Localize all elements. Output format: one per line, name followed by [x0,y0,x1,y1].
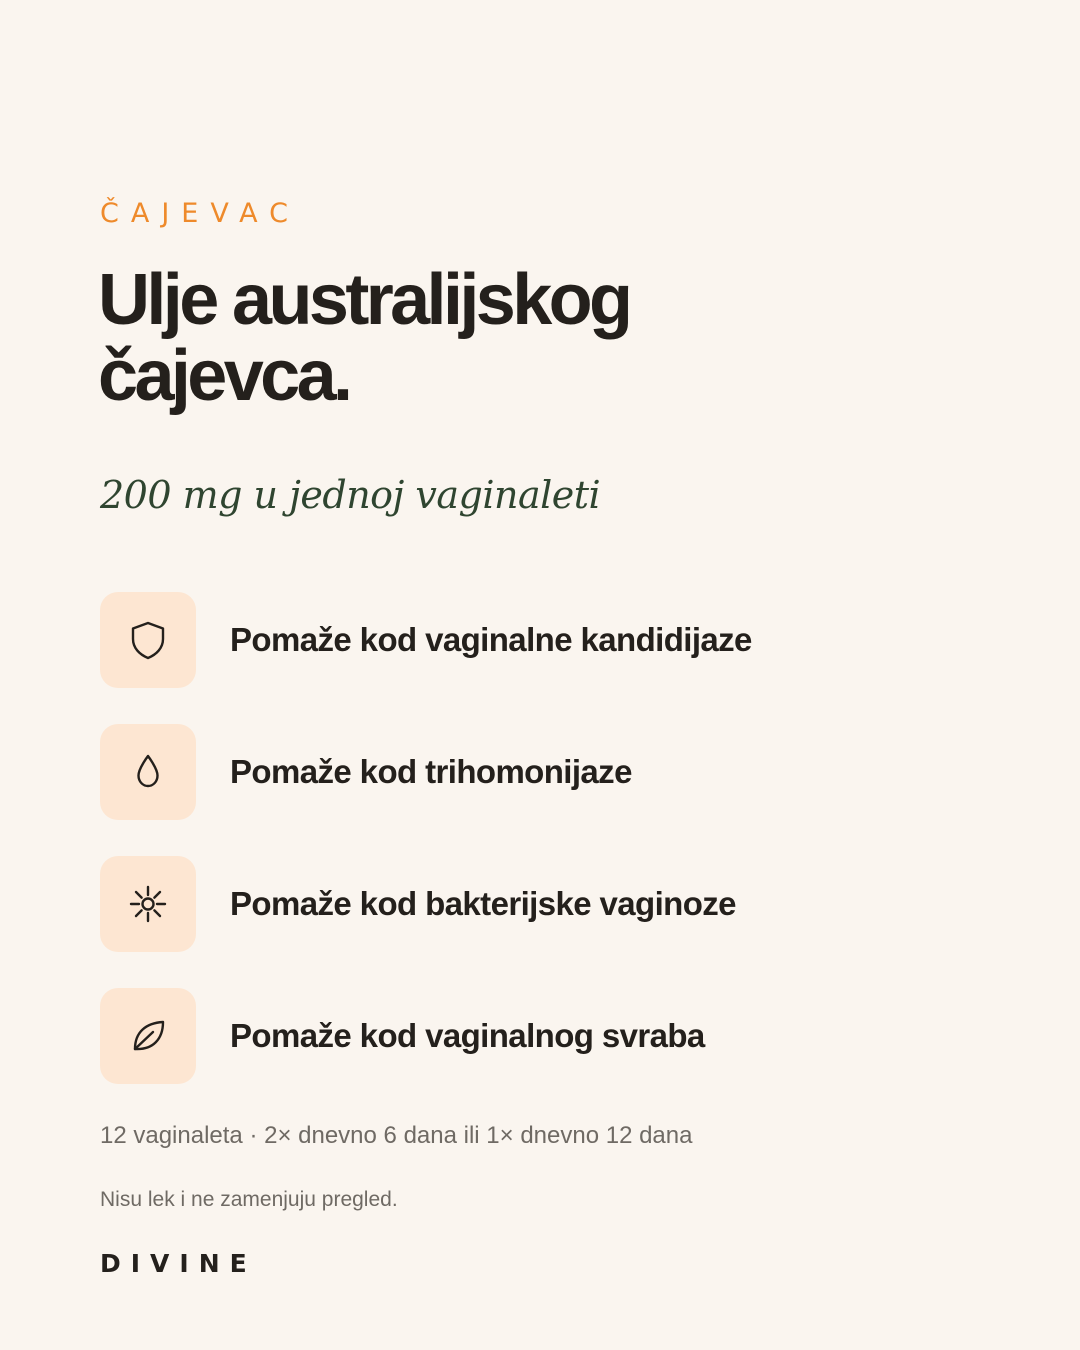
benefit-label: Pomaže kod vaginalnog svraba [230,1017,705,1054]
benefit-label: Pomaže kod bakterijske vaginoze [230,885,736,922]
benefit-label: Pomaže kod trihomonijaze [230,753,632,790]
eyebrow-label: ČAJEVAC [100,198,300,229]
leaf-icon [100,988,196,1084]
benefit-label: Pomaže kod vaginalne kandidijaze [230,621,752,658]
shield-icon [100,592,196,688]
brand-logo: DIVINE [100,1249,257,1278]
benefit-item-svrab [100,988,900,1084]
dosage-info: 12 vaginaleta · 2× dnevno 6 dana ili 1× dnevno 12 dana [100,1122,693,1149]
disclaimer: Nisu lek i ne zamenjuju pregled. [100,1188,398,1211]
benefit-item-kandidijaza [100,592,900,688]
sparkle-icon [100,856,196,952]
dose-subtitle: 200 mg u jednoj vaginaleti [100,473,601,517]
benefit-item-vaginoza [100,856,900,952]
benefit-item-trihomonijaza [100,724,900,820]
drop-icon [100,724,196,820]
page-title: Ulje australijskog čajevca. [98,260,630,416]
